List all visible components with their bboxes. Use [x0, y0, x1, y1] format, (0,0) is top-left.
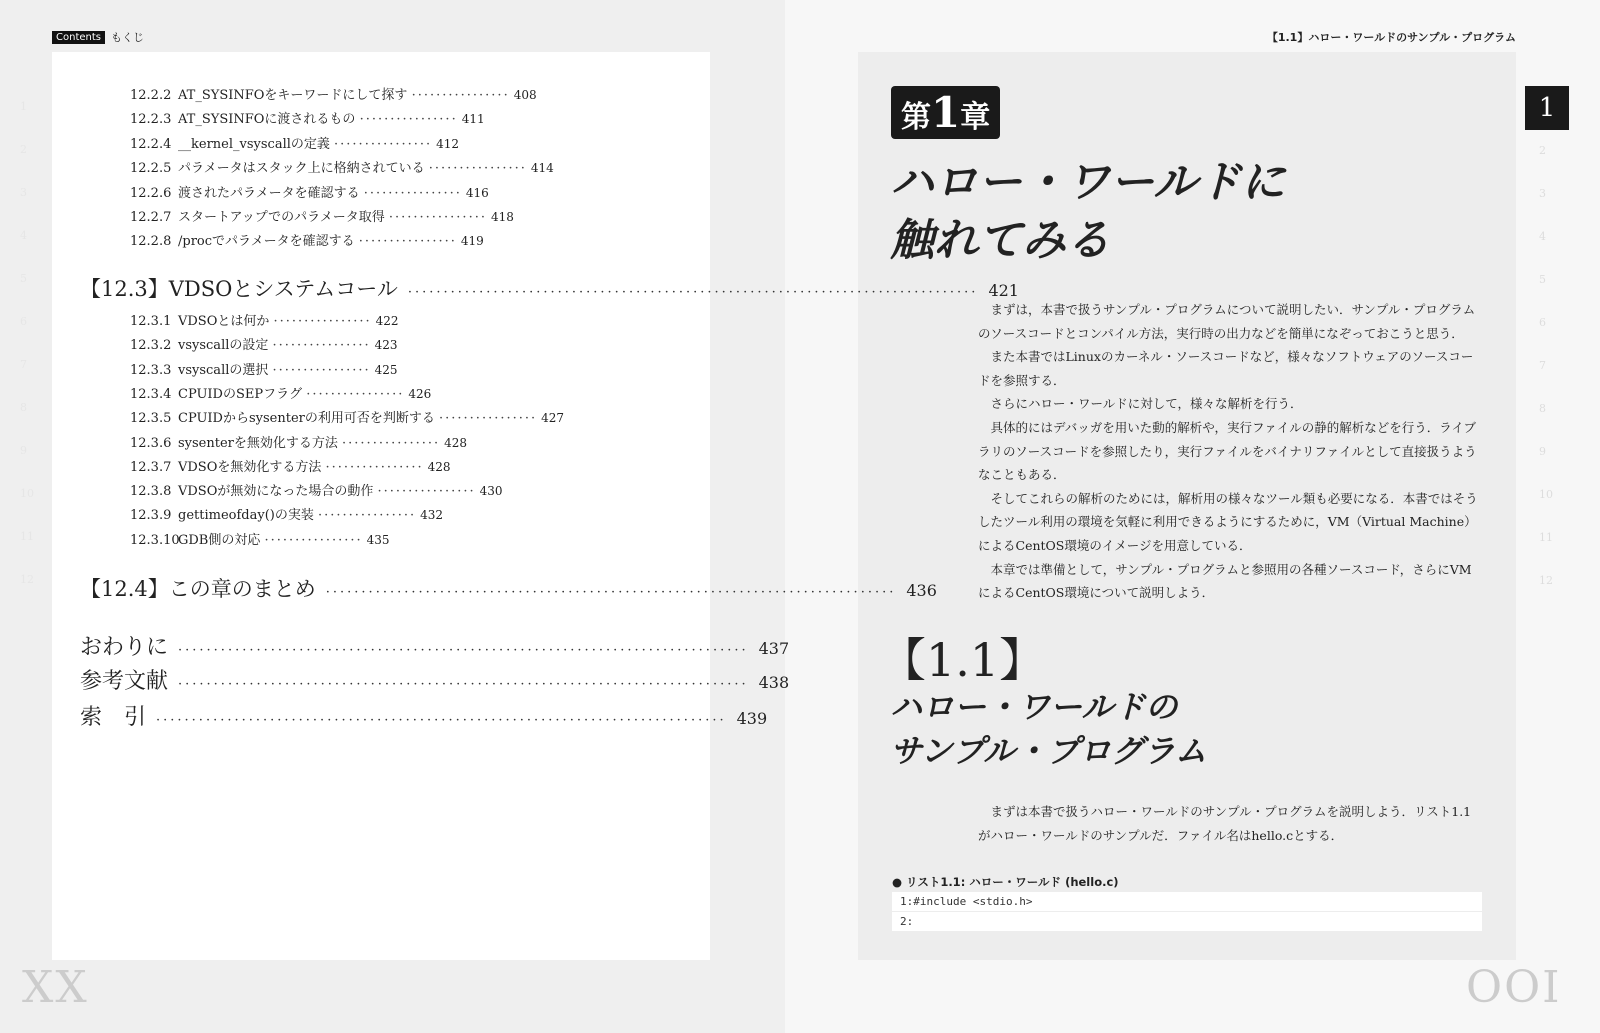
chapter-title-2: 触れてみる: [890, 215, 1110, 266]
chapter-number: 1: [931, 88, 961, 137]
right-folio: OOI: [1466, 962, 1562, 1013]
entry-page: 422: [375, 314, 399, 328]
entry-number: 12.3.3: [130, 362, 172, 378]
entry-page: 432: [420, 508, 444, 523]
chapter-tab[interactable]: 5: [1539, 273, 1546, 286]
chapter-tab-active[interactable]: 1: [1525, 86, 1569, 130]
section-page: 438: [758, 673, 790, 692]
left-thumb-number: 12: [20, 573, 34, 586]
leader-dots: ················································································: [178, 677, 749, 692]
entry-title: パラメータはスタック上に格納されている: [178, 161, 425, 177]
entry-title: vsyscallの選択: [178, 362, 269, 378]
leader-dots: ················: [272, 338, 371, 354]
intro-text: [978, 298, 1483, 605]
leader-dots: ················: [363, 185, 462, 201]
entry-number: 12.3.8: [130, 484, 172, 500]
chapter-pre: 第: [901, 100, 931, 135]
toc-entry[interactable]: [130, 480, 503, 499]
entry-page: 418: [490, 210, 514, 224]
entry-page: 435: [366, 532, 390, 547]
chapter-tab[interactable]: 2: [1539, 144, 1546, 157]
entry-number: 12.3.6: [130, 435, 172, 451]
left-thumb-number: 8: [20, 401, 27, 414]
entry-number: 12.3.7: [130, 459, 172, 475]
section-title: 【12.3】VDSOとシステムコール: [80, 277, 398, 301]
left-thumb-number: 4: [20, 229, 27, 242]
entry-title: vsyscallの設定: [178, 338, 269, 354]
left-thumb-number: 9: [20, 444, 27, 457]
contents-tag: Contents: [52, 31, 105, 44]
chapter-tab[interactable]: 8: [1539, 402, 1546, 415]
toc-entry[interactable]: [130, 230, 484, 249]
leader-dots: ················································································: [178, 643, 749, 658]
toc-entry[interactable]: [130, 157, 554, 176]
paragraph: さらにハロー・ワールドに対して，様々な解析を行う．: [990, 396, 1303, 412]
toc-entry[interactable]: [130, 359, 398, 378]
entry-page: 423: [374, 338, 398, 353]
leader-dots: ················: [317, 508, 417, 524]
entry-title: VDSOとは何か: [178, 314, 270, 329]
section-page: 437: [758, 639, 790, 658]
left-thumb-number: 2: [20, 143, 27, 156]
entry-title: CPUIDからsysenterの利用可否を判断する: [178, 411, 435, 427]
entry-page: 428: [427, 459, 451, 474]
entry-page: 425: [374, 362, 398, 377]
entry-page: 408: [513, 88, 537, 102]
entry-title: sysenterを無効化する方法: [178, 435, 338, 451]
entry-page: 419: [460, 234, 484, 249]
section-title-1: ハロー・ワールドの: [890, 688, 1178, 726]
leader-dots: ················: [411, 88, 510, 103]
entry-title: VDSOを無効化する方法: [178, 459, 322, 475]
entry-number: 12.2.3: [130, 112, 172, 128]
entry-number: 12.2.4: [130, 136, 172, 152]
entry-title: gettimeofday()の実装: [178, 508, 314, 524]
section-title-2: サンプル・プログラム: [890, 732, 1207, 770]
entry-title: __kernel_vsyscallの定義: [178, 136, 330, 152]
entry-number: 12.3.5: [130, 411, 172, 427]
entry-page: 426: [408, 386, 432, 401]
entry-number: 12.3.9: [130, 508, 172, 524]
entry-title: VDSOが無効になった場合の動作: [178, 484, 374, 500]
toc-section[interactable]: [80, 664, 790, 695]
toc-entry[interactable]: [130, 133, 459, 152]
entry-number: 12.2.5: [130, 161, 172, 177]
toc-entry[interactable]: [130, 504, 443, 523]
header-title: もくじ: [110, 31, 144, 44]
leader-dots: ················································································: [407, 285, 979, 300]
leader-dots: ················: [334, 136, 433, 152]
paragraph: 具体的にはデバッガを用いた動的解析や，実行ファイルの静的解析などを行う．ライブラリのソースコードを参照したり，実行ファイルをバイナリファイルとして直接扱うようなこともある．: [978, 419, 1477, 483]
leader-dots: ················: [272, 362, 371, 378]
section-title: 参考文献: [80, 669, 169, 694]
chapter-tab[interactable]: 9: [1539, 445, 1546, 458]
section-page: 421: [988, 281, 1019, 300]
chapter-tab[interactable]: 12: [1539, 574, 1553, 587]
section-page: 436: [906, 581, 937, 600]
listing-caption-text: リスト1.1: ハロー・ワールド (hello.c): [906, 875, 1119, 889]
left-thumb-number: 1: [20, 100, 27, 113]
entry-title: /procでパラメータを確認する: [178, 234, 355, 250]
toc-section[interactable]: [80, 273, 1019, 303]
entry-page: 428: [444, 435, 468, 450]
entry-page: 430: [479, 484, 503, 499]
toc-entry[interactable]: [130, 456, 451, 475]
entry-title: AT_SYSINFOに渡されるもの: [178, 112, 356, 128]
entry-number: 12.3.1: [130, 314, 172, 329]
left-folio: XX: [22, 962, 89, 1013]
leader-dots: ················: [306, 386, 405, 402]
chapter-post: 章: [960, 100, 991, 135]
entry-title: 渡されたパラメータを確認する: [178, 185, 360, 201]
leader-dots: ················: [358, 234, 457, 250]
chapter-tab[interactable]: 6: [1539, 316, 1546, 329]
entry-title: CPUIDのSEPフラグ: [178, 386, 303, 402]
toc-entry[interactable]: [130, 182, 489, 201]
section-title: おわりに: [80, 635, 169, 660]
toc-entry[interactable]: [130, 84, 537, 103]
leader-dots: ················: [428, 161, 527, 177]
code-line: 1:#include <stdio.h>: [892, 892, 1482, 911]
left-header: [52, 29, 144, 45]
entry-title: スタートアップでのパラメータ取得: [178, 210, 385, 225]
leader-dots: ················: [359, 112, 458, 128]
section-text: [978, 800, 1483, 847]
section-number: 【1.1】: [880, 633, 1046, 687]
entry-number: 12.2.2: [130, 88, 172, 103]
toc-section[interactable]: [80, 630, 790, 661]
toc-entry[interactable]: [130, 432, 467, 451]
toc-section[interactable]: [80, 573, 937, 603]
chapter-tab[interactable]: 10: [1539, 488, 1553, 501]
leader-dots: ················: [439, 411, 538, 427]
entry-number: 12.2.8: [130, 234, 172, 250]
entry-page: 412: [436, 136, 460, 151]
chapter-badge: [891, 86, 1000, 139]
leader-dots: ················: [388, 210, 487, 225]
leader-dots: ················: [325, 459, 424, 475]
leader-dots: ················: [377, 484, 476, 500]
entry-number: 12.2.7: [130, 210, 172, 225]
toc-entry[interactable]: [130, 334, 398, 353]
leader-dots: ················································································: [156, 713, 727, 728]
entry-number: 12.2.6: [130, 185, 172, 201]
left-thumb-number: 3: [20, 186, 27, 199]
running-head: 【1.1】ハロー・ワールドのサンプル・プログラム: [1266, 31, 1516, 44]
entry-number: 12.3.4: [130, 386, 172, 402]
left-thumb-number: 6: [20, 315, 27, 328]
chapter-tab[interactable]: 7: [1539, 359, 1546, 372]
entry-page: 427: [541, 411, 565, 426]
code-line: 2:: [892, 912, 1482, 931]
paragraph: そしてこれらの解析のためには，解析用の様々なツール類も必要になる．本書ではそうしたツール利用の環境を気軽に利用できるようにするために，VM（Virtual Machine）によるCentOS環境のイメージを用意している．: [978, 490, 1478, 553]
toc-entry[interactable]: [130, 108, 485, 127]
section-title: 【12.4】この章のまとめ: [80, 577, 316, 601]
entry-number: 12.3.2: [130, 338, 172, 354]
entry-number: 12.3.10: [130, 532, 180, 548]
left-thumb-number: 11: [20, 530, 34, 543]
paragraph: また本書ではLinuxのカーネル・ソースコードなど，様々なソフトウェアのソースコードを参照する．: [978, 349, 1474, 388]
leader-dots: ················: [273, 314, 372, 329]
toc-entry[interactable]: [130, 310, 399, 329]
toc-section[interactable]: [80, 700, 768, 731]
entry-title: AT_SYSINFOをキーワードにして探す: [178, 88, 408, 103]
chapter-title-1: ハロー・ワールドに: [890, 157, 1286, 208]
leader-dots: ················: [264, 532, 363, 548]
toc-entry[interactable]: [130, 529, 390, 548]
paragraph: 本章では準備として，サンプル・プログラムと参照用の各種ソースコード，さらにVMによるCentOS環境について説明しよう．: [978, 561, 1472, 601]
leader-dots: ················································································: [325, 585, 897, 600]
paragraph: まずは，本書で扱うサンプル・プログラムについて説明したい．サンプル・プログラムのソースコードとコンパイル方法，実行時の出力などを簡単になぞっておこうと思う．: [978, 302, 1476, 341]
leader-dots: ················: [342, 435, 441, 451]
section-title: 索 引: [80, 705, 147, 730]
left-thumb-number: 5: [20, 272, 27, 285]
section-page: 439: [736, 709, 768, 728]
listing-caption: ● リスト1.1: ハロー・ワールド (hello.c): [892, 875, 1119, 889]
chapter-tab[interactable]: 3: [1539, 187, 1546, 200]
toc-entry[interactable]: [130, 383, 431, 402]
toc-entry[interactable]: [130, 206, 514, 225]
entry-page: 414: [530, 161, 554, 176]
left-thumb-number: 10: [20, 487, 34, 500]
chapter-tab[interactable]: 11: [1539, 531, 1553, 544]
section-paragraph: まずは本書で扱うハロー・ワールドのサンプル・プログラムを説明しよう．リスト1.1がハロー・ワールドのサンプルだ．ファイル名はhello.cとする．: [978, 804, 1472, 843]
entry-page: 411: [461, 112, 485, 127]
entry-page: 416: [465, 185, 489, 200]
entry-title: GDB側の対応: [178, 532, 261, 548]
toc-entry[interactable]: [130, 407, 564, 426]
chapter-tab[interactable]: 4: [1539, 230, 1546, 243]
left-thumb-number: 7: [20, 358, 27, 371]
